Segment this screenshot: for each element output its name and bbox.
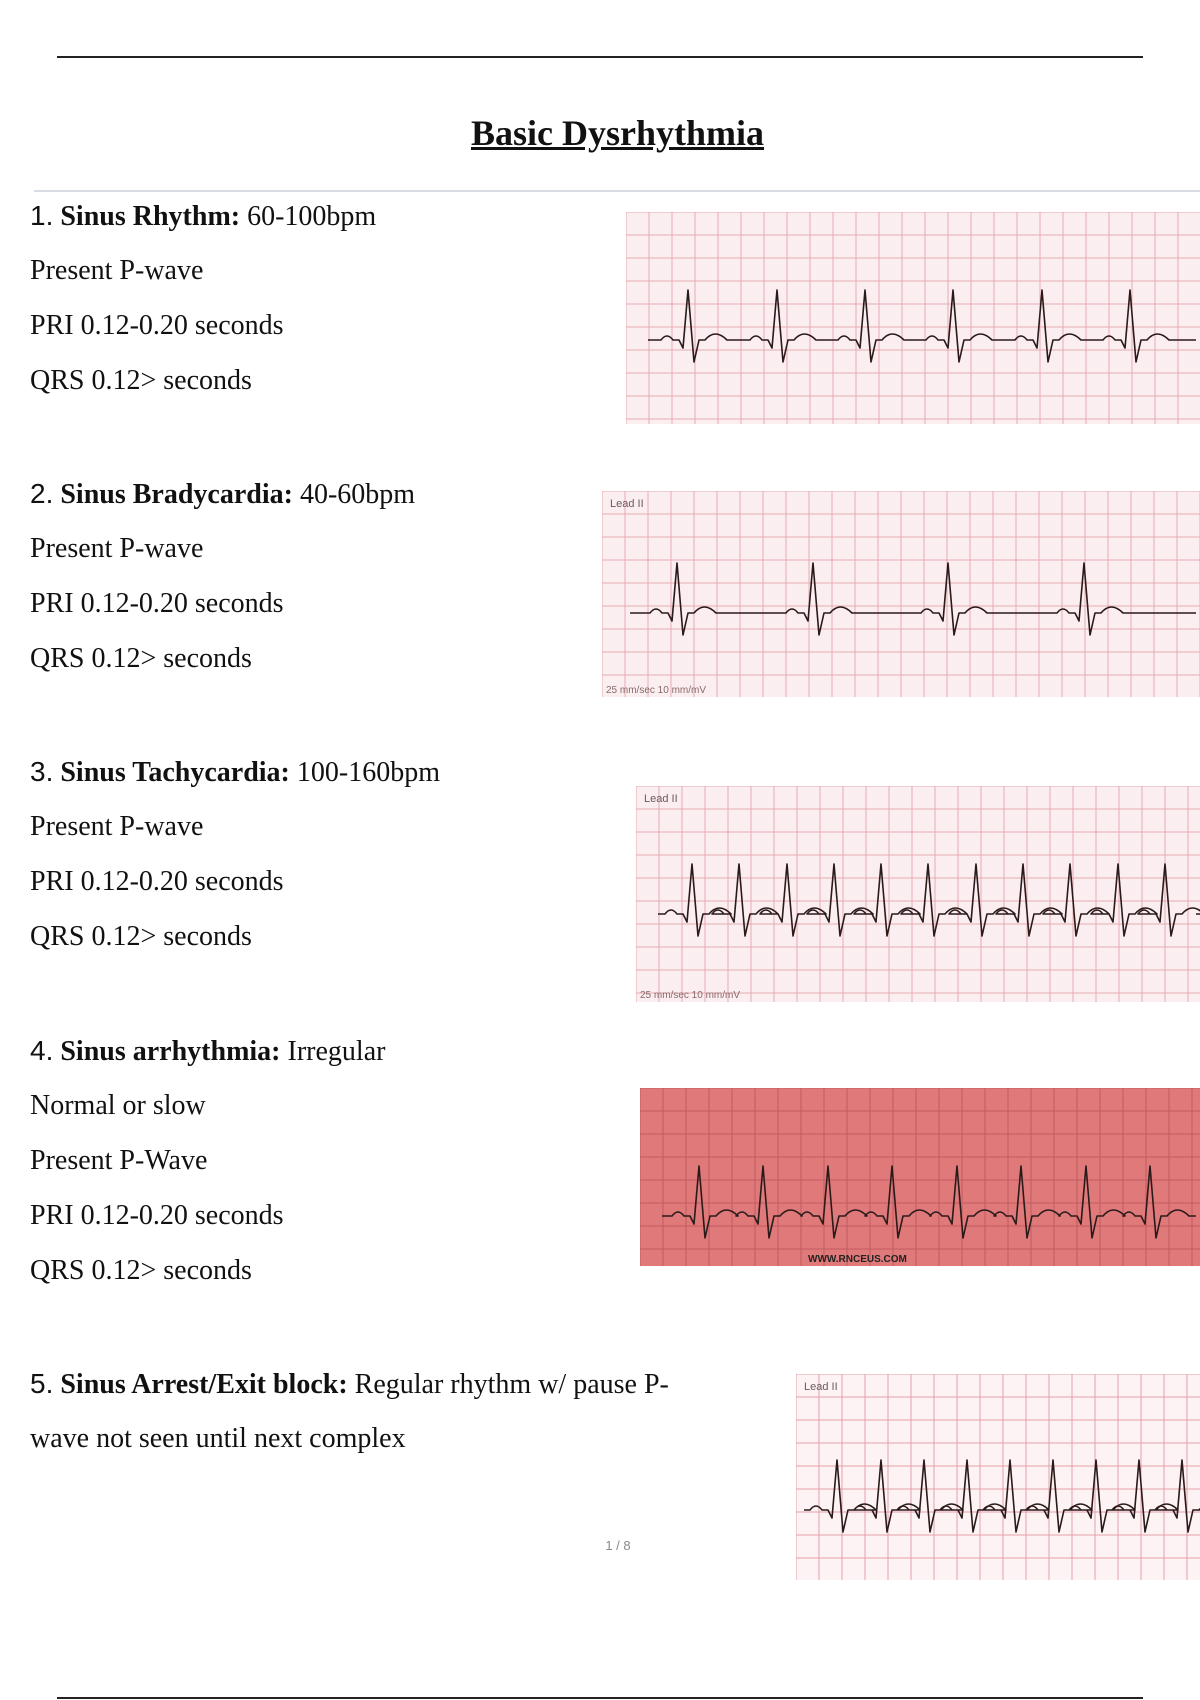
detail-line: PRI 0.12-0.20 seconds (30, 1200, 284, 1231)
ecg-svg (602, 491, 1200, 697)
section-name: Sinus Bradycardia: (60, 479, 293, 510)
ecg-svg (640, 1088, 1200, 1266)
section-name: Sinus Tachycardia: (60, 757, 290, 788)
detail-line: PRI 0.12-0.20 seconds (30, 588, 284, 619)
lead-label: Lead II (610, 498, 644, 510)
ecg-strip-sinus-bradycardia (602, 491, 1200, 697)
ecg-strip-sinus-tachycardia (636, 786, 1200, 1002)
section-heading (30, 202, 376, 230)
lead-label: Lead II (644, 793, 678, 805)
detail-line: Present P-wave (30, 255, 204, 286)
lead-label: Lead II (804, 1381, 838, 1393)
section-number: 5. (30, 1368, 54, 1399)
source-watermark: WWW.RNCEUS.COM (808, 1254, 907, 1265)
detail-line: QRS 0.12> seconds (30, 1255, 252, 1286)
section-sinus-arrhythmia (30, 1037, 385, 1312)
section-value: 100-160bpm (296, 757, 440, 788)
section-value: Regular rhythm w/ pause P- (354, 1369, 669, 1400)
detail-line: QRS 0.12> seconds (30, 365, 252, 396)
top-rule (57, 56, 1143, 58)
strip-scale-label: 25 mm/sec 10 mm/mV (640, 990, 741, 1001)
strip-scale-label: 25 mm/sec 10 mm/mV (606, 685, 707, 696)
section-number: 3. (30, 756, 54, 787)
page-number: 1 / 8 (605, 1538, 631, 1553)
title-separator (34, 190, 1200, 192)
section-sinus-arrest (30, 1370, 669, 1480)
section-value: Irregular (287, 1036, 386, 1067)
detail-line: PRI 0.12-0.20 seconds (30, 310, 284, 341)
section-sinus-rhythm (30, 202, 376, 422)
section-name: Sinus Rhythm: (60, 201, 241, 232)
ecg-svg (626, 212, 1200, 424)
detail-line: Present P-Wave (30, 1145, 208, 1176)
detail-line: Normal or slow (30, 1090, 206, 1121)
detail-line: PRI 0.12-0.20 seconds (30, 866, 284, 897)
section-number: 4. (30, 1035, 54, 1066)
section-heading (30, 1370, 669, 1398)
detail-line: QRS 0.12> seconds (30, 643, 252, 674)
section-sinus-tachycardia (30, 758, 440, 978)
ecg-strip-sinus-arrhythmia (640, 1088, 1200, 1266)
ecg-strip-sinus-arrest (796, 1374, 1200, 1580)
ecg-svg (796, 1374, 1200, 1580)
section-name: Sinus arrhythmia: (60, 1036, 281, 1067)
section-number: 2. (30, 478, 54, 509)
bottom-rule (57, 1697, 1143, 1699)
page-title: Basic Dysrhythmia (470, 113, 764, 153)
detail-line: Present P-wave (30, 811, 204, 842)
detail-line: Present P-wave (30, 533, 204, 564)
section-heading (30, 758, 440, 786)
section-value: 60-100bpm (247, 201, 377, 232)
section-value: 40-60bpm (299, 479, 416, 510)
section-heading (30, 1037, 385, 1065)
detail-line: wave not seen until next complex (30, 1423, 406, 1454)
section-number: 1. (30, 200, 54, 231)
section-name: Sinus Arrest/Exit block: (60, 1369, 348, 1400)
ecg-strip-sinus-rhythm (626, 212, 1200, 424)
detail-line: QRS 0.12> seconds (30, 921, 252, 952)
ecg-svg (636, 786, 1200, 1002)
section-sinus-bradycardia (30, 480, 415, 700)
section-heading (30, 480, 415, 508)
